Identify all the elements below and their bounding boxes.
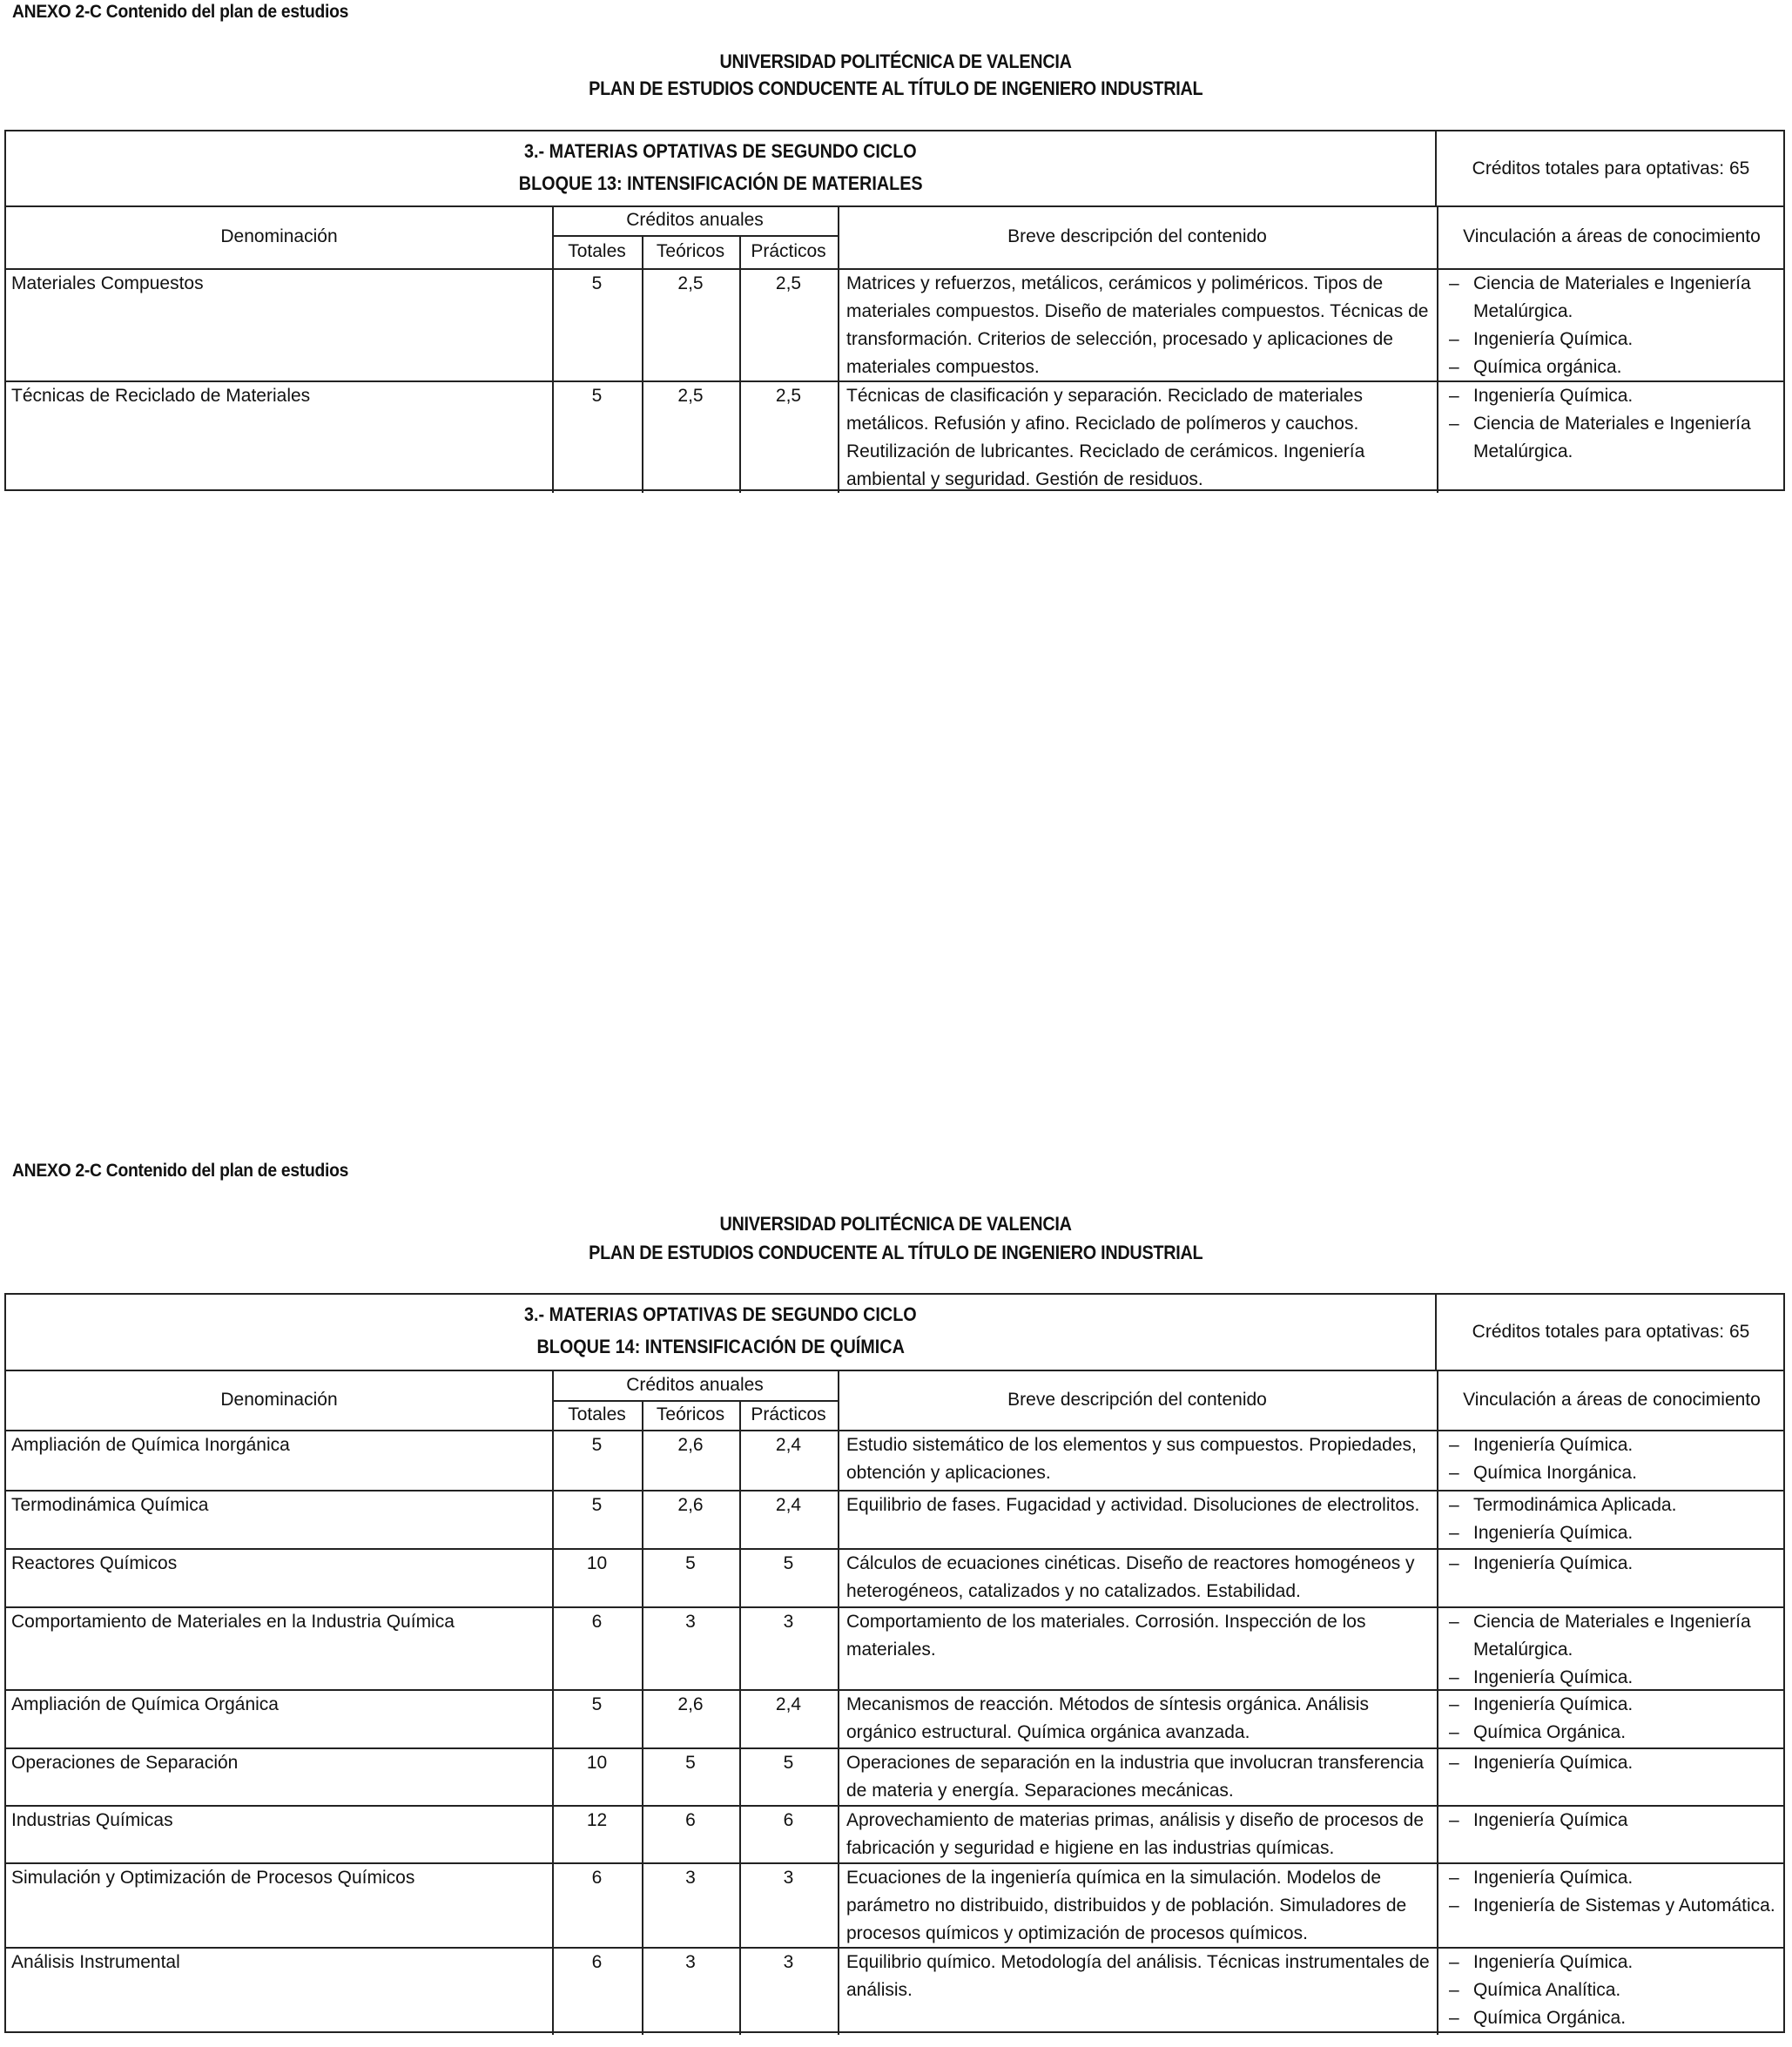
credits-theory: 6 bbox=[685, 1810, 696, 1830]
column-header-areas: Vinculación a áreas de conocimiento bbox=[1463, 226, 1761, 246]
subject-name: Simulación y Optimización de Procesos Químicos bbox=[11, 1868, 415, 1888]
credits-practice: 2,4 bbox=[775, 1495, 802, 1515]
subject-description: Equilibrio de fases. Fugacidad y actividad. Disoluciones de electrolitos. bbox=[846, 1495, 1420, 1515]
credits-theory: 2,6 bbox=[677, 1495, 704, 1515]
credits-theory: 3 bbox=[685, 1612, 696, 1632]
knowledge-areas bbox=[1437, 1608, 1787, 1689]
subject-description: Comportamiento de los materiales. Corrosión. Inspección de los materiales. bbox=[846, 1612, 1366, 1660]
knowledge-areas bbox=[1437, 1807, 1787, 1862]
knowledge-area-item: – Ingeniería Química. bbox=[1449, 382, 1787, 410]
annex-title: ANEXO 2-C Contenido del plan de estudios bbox=[12, 2, 349, 22]
knowledge-area-item: – Ingeniería Química. bbox=[1449, 1691, 1787, 1719]
subject-name: Ampliación de Química Orgánica bbox=[11, 1694, 279, 1714]
block-header-line1 bbox=[6, 140, 1435, 163]
column-header-areas: Vinculación a áreas de conocimiento bbox=[1463, 1389, 1761, 1410]
knowledge-area-item: – Ingeniería Química bbox=[1449, 1807, 1787, 1835]
credits-theory: 2,5 bbox=[677, 273, 704, 293]
knowledge-area-item: – Química orgánica. bbox=[1449, 354, 1787, 381]
credits-theory: 2,6 bbox=[677, 1435, 704, 1455]
university-name bbox=[0, 1213, 1792, 1236]
credits-theory: 2,5 bbox=[677, 386, 704, 406]
subject-name: Análisis Instrumental bbox=[11, 1952, 180, 1972]
credits-theory: 5 bbox=[685, 1753, 696, 1773]
knowledge-areas bbox=[1437, 382, 1787, 493]
column-header-name: Denominación bbox=[220, 226, 338, 246]
subject-description: Técnicas de clasificación y separación. Reciclado de materiales metálicos. Refusión y afino. Reciclado de polímeros y cauchos. Reutilización de lubricantes. Reciclado de cerámicos. Ingeniería ambiental y seguridad. Gestión de residuos. bbox=[846, 386, 1365, 489]
column-header-credits: Créditos anuales bbox=[626, 210, 764, 230]
subject-name: Operaciones de Separación bbox=[11, 1753, 239, 1773]
knowledge-area-item: – Ingeniería de Sistemas y Automática. bbox=[1449, 1892, 1787, 1920]
knowledge-area-item: – Ingeniería Química. bbox=[1449, 1864, 1787, 1892]
knowledge-area-item: – Ciencia de Materiales e Ingeniería Metalúrgica. bbox=[1449, 270, 1787, 326]
university-name-text: UNIVERSIDAD POLITÉCNICA DE VALENCIA bbox=[719, 1213, 1073, 1235]
subject-name: Reactores Químicos bbox=[11, 1553, 178, 1573]
credits-total: 10 bbox=[586, 1753, 608, 1773]
knowledge-areas bbox=[1437, 1491, 1787, 1548]
block-title: BLOQUE 13: INTENSIFICACIÓN DE MATERIALES bbox=[518, 172, 923, 194]
subject-description: Estudio sistemático de los elementos y sus compuestos. Propiedades, obtención y aplicaciones. bbox=[846, 1435, 1417, 1483]
knowledge-area-item: – Ingeniería Química. bbox=[1449, 1550, 1787, 1578]
subject-name: Industrias Químicas bbox=[11, 1810, 173, 1830]
credits-theory: 3 bbox=[685, 1868, 696, 1888]
subject-description: Mecanismos de reacción. Métodos de síntesis orgánica. Análisis orgánico estructural. Química orgánica avanzada. bbox=[846, 1694, 1369, 1742]
credits-practice: 2,5 bbox=[775, 386, 802, 406]
credits-practice: 3 bbox=[783, 1868, 794, 1888]
knowledge-area-item: – Química Orgánica. bbox=[1449, 2004, 1787, 2032]
credits-total: 6 bbox=[591, 1952, 603, 1972]
knowledge-areas bbox=[1437, 1949, 1787, 2035]
column-header-practice: Prácticos bbox=[751, 241, 826, 261]
knowledge-area-item: – Química Orgánica. bbox=[1449, 1719, 1787, 1747]
subject-description: Matrices y refuerzos, metálicos, cerámicos y poliméricos. Tipos de materiales compuestos. Diseño de materiales compuestos. Técnicas de transformación. Criterios de selección, procesado y aplicaciones de materiales compuestos. bbox=[846, 273, 1429, 377]
knowledge-areas bbox=[1437, 1691, 1787, 1747]
credits-total: 5 bbox=[591, 1435, 603, 1455]
block-header bbox=[6, 1295, 1437, 1370]
column-header-theory: Teóricos bbox=[656, 1404, 725, 1424]
block-title: BLOQUE 14: INTENSIFICACIÓN DE QUÍMICA bbox=[536, 1336, 905, 1357]
credits-total: 5 bbox=[591, 1495, 603, 1515]
credits-theory: 5 bbox=[685, 1553, 696, 1573]
knowledge-area-item: – Ingeniería Química. bbox=[1449, 1519, 1787, 1547]
subject-name: Técnicas de Reciclado de Materiales bbox=[11, 386, 311, 406]
plan-title-text: PLAN DE ESTUDIOS CONDUCENTE AL TÍTULO DE INGENIERO INDUSTRIAL bbox=[589, 77, 1203, 99]
curriculum-table bbox=[4, 1293, 1785, 2033]
knowledge-area-item: – Ingeniería Química. bbox=[1449, 1949, 1787, 1976]
knowledge-areas bbox=[1437, 1864, 1787, 1947]
plan-title-text: PLAN DE ESTUDIOS CONDUCENTE AL TÍTULO DE INGENIERO INDUSTRIAL bbox=[589, 1242, 1203, 1263]
credits-practice: 2,4 bbox=[775, 1435, 802, 1455]
block-header-line1-text: 3.- MATERIAS OPTATIVAS DE SEGUNDO CICLO bbox=[524, 1303, 917, 1325]
subject-description: Equilibrio químico. Metodología del análisis. Técnicas instrumentales de análisis. bbox=[846, 1952, 1430, 2000]
subject-description: Ecuaciones de la ingeniería química en la simulación. Modelos de parámetro no distribuido, distribuidos y de población. Simuladores de procesos químicos y optimización de procesos químicos. bbox=[846, 1868, 1407, 1943]
plan-title bbox=[0, 77, 1792, 100]
column-header-description: Breve descripción del contenido bbox=[1007, 226, 1267, 246]
credits-total: 12 bbox=[586, 1810, 608, 1830]
total-credits: Créditos totales para optativas: 65 bbox=[1472, 1322, 1750, 1342]
block-header-line1-text: 3.- MATERIAS OPTATIVAS DE SEGUNDO CICLO bbox=[524, 140, 917, 162]
credits-total: 5 bbox=[591, 386, 603, 406]
knowledge-area-item: – Ingeniería Química. bbox=[1449, 1431, 1787, 1459]
knowledge-areas bbox=[1437, 270, 1787, 380]
knowledge-area-item: – Ingeniería Química. bbox=[1449, 326, 1787, 354]
column-header-totals: Totales bbox=[568, 1404, 626, 1424]
credits-practice: 3 bbox=[783, 1612, 794, 1632]
total-credits: Créditos totales para optativas: 65 bbox=[1472, 158, 1750, 178]
university-name bbox=[0, 51, 1792, 73]
column-header-practice: Prácticos bbox=[751, 1404, 826, 1424]
knowledge-areas bbox=[1437, 1431, 1787, 1490]
knowledge-area-item: – Química Inorgánica. bbox=[1449, 1459, 1787, 1487]
credits-theory: 3 bbox=[685, 1952, 696, 1972]
knowledge-area-item: – Química Analítica. bbox=[1449, 1976, 1787, 2004]
subject-name: Materiales Compuestos bbox=[11, 273, 204, 293]
knowledge-area-item: – Ciencia de Materiales e Ingeniería Metalúrgica. bbox=[1449, 1608, 1787, 1664]
column-header-theory: Teóricos bbox=[656, 241, 725, 261]
column-header-credits: Créditos anuales bbox=[626, 1374, 764, 1395]
annex-title: ANEXO 2-C Contenido del plan de estudios bbox=[12, 1161, 349, 1181]
credits-total: 10 bbox=[586, 1553, 608, 1573]
credits-theory: 2,6 bbox=[677, 1694, 704, 1714]
subject-name: Comportamiento de Materiales en la Industria Química bbox=[11, 1612, 455, 1632]
credits-practice: 5 bbox=[783, 1553, 794, 1573]
block-header-line1 bbox=[6, 1303, 1435, 1326]
credits-total: 6 bbox=[591, 1868, 603, 1888]
credits-practice: 6 bbox=[783, 1810, 794, 1830]
subject-name: Ampliación de Química Inorgánica bbox=[11, 1435, 290, 1455]
subject-description: Cálculos de ecuaciones cinéticas. Diseño de reactores homogéneos y heterogéneos, catalizados y no catalizados. Estabilidad. bbox=[846, 1553, 1415, 1601]
subject-description: Operaciones de separación en la industria que involucran transferencia de materia y energía. Separaciones mecánicas. bbox=[846, 1753, 1425, 1801]
block-header-line2 bbox=[6, 172, 1435, 195]
subject-description: Aprovechamiento de materias primas, análisis y diseño de procesos de fabricación y seguridad e higiene en las industrias químicas. bbox=[846, 1810, 1425, 1858]
credits-practice: 5 bbox=[783, 1753, 794, 1773]
credits-total: 5 bbox=[591, 273, 603, 293]
university-name-text: UNIVERSIDAD POLITÉCNICA DE VALENCIA bbox=[719, 51, 1073, 72]
plan-title bbox=[0, 1242, 1792, 1264]
knowledge-area-item: – Ingeniería Química. bbox=[1449, 1749, 1787, 1777]
credits-practice: 2,5 bbox=[775, 273, 802, 293]
block-header bbox=[6, 131, 1437, 205]
column-header-name: Denominación bbox=[220, 1389, 338, 1410]
subject-name: Termodinámica Química bbox=[11, 1495, 209, 1515]
credits-total: 6 bbox=[591, 1612, 603, 1632]
knowledge-area-item: – Termodinámica Aplicada. bbox=[1449, 1491, 1787, 1519]
knowledge-area-item: – Ciencia de Materiales e Ingeniería Metalúrgica. bbox=[1449, 410, 1787, 466]
column-header-totals: Totales bbox=[568, 241, 626, 261]
credits-total: 5 bbox=[591, 1694, 603, 1714]
credits-practice: 2,4 bbox=[775, 1694, 802, 1714]
knowledge-areas bbox=[1437, 1749, 1787, 1805]
knowledge-areas bbox=[1437, 1550, 1787, 1606]
column-header-description: Breve descripción del contenido bbox=[1007, 1389, 1267, 1410]
block-header-line2 bbox=[6, 1336, 1435, 1358]
credits-practice: 3 bbox=[783, 1952, 794, 1972]
curriculum-table bbox=[4, 130, 1785, 491]
knowledge-area-item: – Ingeniería Química. bbox=[1449, 1664, 1787, 1692]
